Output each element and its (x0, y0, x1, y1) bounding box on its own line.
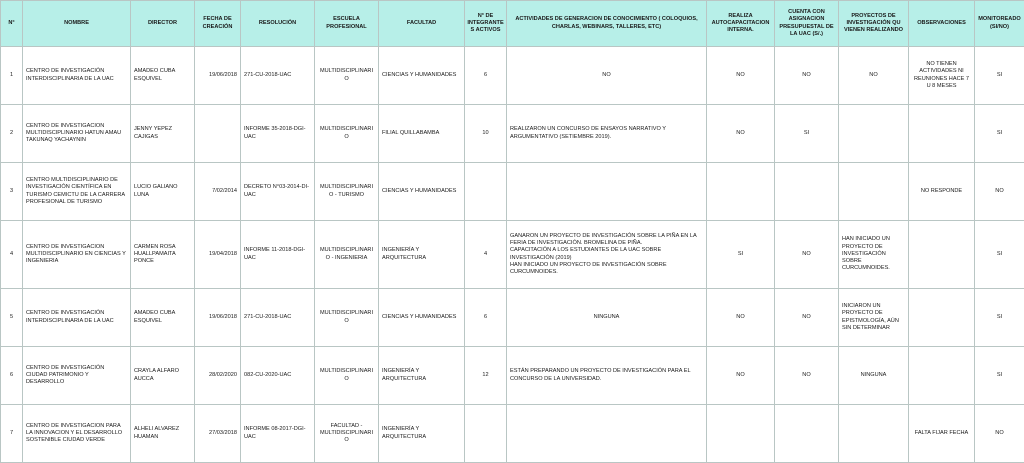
header-director: DIRECTOR (131, 1, 195, 47)
cell-n: 7 (1, 405, 23, 463)
cell-escuela: FACULTAD - MULTIDISCIPLINARIO (315, 405, 379, 463)
cell-monitoreado: NO (975, 163, 1024, 221)
cell-integrantes (465, 163, 507, 221)
cell-proyectos (839, 163, 909, 221)
cell-nombre: CENTRO DE INVESTIGACION PARA LA INNOVACION Y EL DESARROLLO SOSTENIBLE CIUDAD VERDE (23, 405, 131, 463)
cell-monitoreado: SI (975, 347, 1024, 405)
header-autocapacitacion: REALIZA AUTOCAPACITACION INTERNA. (707, 1, 775, 47)
cell-presupuesto (775, 163, 839, 221)
cell-monitoreado: NO (975, 405, 1024, 463)
header-n: N° (1, 1, 23, 47)
table-row (1, 47, 1024, 105)
cell-escuela: MULTIDISCIPLINARIO (315, 47, 379, 105)
table-row (1, 289, 1024, 347)
cell-escuela: MULTIDISCIPLINARIO (315, 347, 379, 405)
cell-escuela: MULTIDISCIPLINARIO (315, 105, 379, 163)
cell-observaciones (909, 347, 975, 405)
header-observaciones: OBSERVACIONES (909, 1, 975, 47)
cell-actividades (507, 163, 707, 221)
cell-actividades: ESTÁN PREPARANDO UN PROYECTO DE INVESTIGACIÓN PARA EL CONCURSO DE LA UNIVERSIDAD. (507, 347, 707, 405)
cell-n: 2 (1, 105, 23, 163)
cell-resolucion: DECRETO N°03-2014-DI-UAC (241, 163, 315, 221)
cell-autocapacitacion (707, 405, 775, 463)
header-resolucion: RESOLUCIÓN (241, 1, 315, 47)
cell-proyectos: NINGUNA (839, 347, 909, 405)
header-row (1, 1, 1024, 47)
cell-proyectos (839, 405, 909, 463)
cell-autocapacitacion (707, 163, 775, 221)
cell-fecha: 19/06/2018 (195, 289, 241, 347)
cell-autocapacitacion: NO (707, 289, 775, 347)
cell-fecha: 19/06/2018 (195, 47, 241, 105)
cell-proyectos: INICIARON UN PROYECTO DE EPISTMOLOGÍA, AÚN SIN DETERMINAR (839, 289, 909, 347)
cell-director: CARMEN ROSA HUALLPAMAITA PONCE (131, 221, 195, 289)
cell-observaciones (909, 105, 975, 163)
cell-proyectos: HAN INICIADO UN PROYECTO DE INVESTIGACIÓN SOBRE CURCUMNOIDES. (839, 221, 909, 289)
cell-actividades (507, 405, 707, 463)
cell-director: LUCIO GALIANO LUNA (131, 163, 195, 221)
cell-observaciones (909, 289, 975, 347)
table-row (1, 347, 1024, 405)
cell-presupuesto: NO (775, 347, 839, 405)
cell-proyectos (839, 105, 909, 163)
cell-resolucion: INFORME 08-2017-DGI-UAC (241, 405, 315, 463)
cell-observaciones: FALTA FIJAR FECHA (909, 405, 975, 463)
cell-nombre: CENTRO DE INVESTIGACION MULTIDISCIPLINARIO EN CIENCIAS Y INGENIERIA (23, 221, 131, 289)
cell-monitoreado: SI (975, 221, 1024, 289)
cell-fecha: 7/02/2014 (195, 163, 241, 221)
header-integrantes: N° DE INTEGRANTE S ACTIVOS (465, 1, 507, 47)
cell-presupuesto: NO (775, 289, 839, 347)
cell-escuela: MULTIDISCIPLINARIO (315, 289, 379, 347)
table-row (1, 163, 1024, 221)
cell-n: 4 (1, 221, 23, 289)
cell-facultad: CIENCIAS Y HUMANIDADES (379, 47, 465, 105)
cell-integrantes (465, 405, 507, 463)
cell-observaciones: NO RESPONDE (909, 163, 975, 221)
cell-fecha (195, 105, 241, 163)
cell-resolucion: 271-CU-2018-UAC (241, 289, 315, 347)
cell-autocapacitacion: NO (707, 47, 775, 105)
cell-escuela: MULTIDISCIPLINARIO - TURISMO (315, 163, 379, 221)
cell-integrantes: 6 (465, 289, 507, 347)
header-actividades: ACTIVIDADES DE GENERACION DE CONOCIMIENTO ( COLOQUIOS, CHARLAS, WEBINARS, TALLERES, ETC) (507, 1, 707, 47)
cell-presupuesto: NO (775, 47, 839, 105)
cell-integrantes: 10 (465, 105, 507, 163)
cell-n: 5 (1, 289, 23, 347)
cell-facultad: INGENIERÍA Y ARQUITECTURA (379, 221, 465, 289)
cell-monitoreado: SI (975, 47, 1024, 105)
cell-resolucion: 271-CU-2018-UAC (241, 47, 315, 105)
cell-autocapacitacion: NO (707, 105, 775, 163)
cell-monitoreado: SI (975, 289, 1024, 347)
cell-n: 1 (1, 47, 23, 105)
cell-actividades: REALIZARON UN CONCURSO DE ENSAYOS NARRATIVO Y ARGUMENTATIVO (SETIEMBRE 2019). (507, 105, 707, 163)
cell-proyectos: NO (839, 47, 909, 105)
cell-resolucion: INFORME 35-2018-DGI-UAC (241, 105, 315, 163)
cell-autocapacitacion: SI (707, 221, 775, 289)
cell-facultad: CIENCIAS Y HUMANIDADES (379, 163, 465, 221)
cell-nombre: CENTRO DE INVESTIGACIÓN INTERDISCIPLINARIA DE LA UAC (23, 47, 131, 105)
cell-n: 6 (1, 347, 23, 405)
cell-nombre: CENTRO DE INVESTIGACION MULTIDISCIPLINARIO HATUN AMAU TAKUNAQ YACHAYNIN (23, 105, 131, 163)
cell-facultad: FILIAL QUILLABAMBA (379, 105, 465, 163)
cell-monitoreado: SI (975, 105, 1024, 163)
cell-facultad: CIENCIAS Y HUMANIDADES (379, 289, 465, 347)
cell-director: AMADEO CUBA ESQUIVEL (131, 47, 195, 105)
cell-resolucion: 082-CU-2020-UAC (241, 347, 315, 405)
cell-facultad: INGENIERÍA Y ARQUITECTURA (379, 405, 465, 463)
header-presupuesto: CUENTA CON ASIGNACION PRESUPUESTAL DE LA UAC (S/.) (775, 1, 839, 47)
cell-integrantes: 12 (465, 347, 507, 405)
header-facultad: FACULTAD (379, 1, 465, 47)
cell-fecha: 19/04/2018 (195, 221, 241, 289)
header-fecha: FECHA DE CREACIÓN (195, 1, 241, 47)
table-row (1, 405, 1024, 463)
cell-nombre: CENTRO MULTIDISCIPLINARIO DE INVESTIGACIÓN CIENTÍFICA EN TURISMO CEMICTU DE LA CARRERA PROFESIONAL DE TURISMO (23, 163, 131, 221)
header-monitoreado: MONITOREADO (SI/NO) (975, 1, 1024, 47)
cell-fecha: 28/02/2020 (195, 347, 241, 405)
cell-observaciones: NO TIENEN ACTIVIDADES NI REUNIONES HACE 7 U 8 MESES (909, 47, 975, 105)
header-nombre: NOMBRE (23, 1, 131, 47)
header-escuela: ESCUELA PROFESIONAL (315, 1, 379, 47)
cell-fecha: 27/03/2018 (195, 405, 241, 463)
cell-director: AMADEO CUBA ESQUIVEL (131, 289, 195, 347)
cell-integrantes: 4 (465, 221, 507, 289)
cell-integrantes: 6 (465, 47, 507, 105)
cell-director: ALHELI ALVAREZ HUAMAN (131, 405, 195, 463)
cell-director: CRAYLA ALFARO AUCCA (131, 347, 195, 405)
cell-observaciones (909, 221, 975, 289)
cell-presupuesto: NO (775, 221, 839, 289)
cell-autocapacitacion: NO (707, 347, 775, 405)
cell-n: 3 (1, 163, 23, 221)
header-proyectos: PROYECTOS DE INVESTIGACIÓN QU VIENEN REALIZANDO (839, 1, 909, 47)
cell-nombre: CENTRO DE INVESTIGACIÓN CIUDAD PATRIMONIO Y DESARROLLO (23, 347, 131, 405)
cell-presupuesto (775, 405, 839, 463)
cell-resolucion: INFORME 11-2018-DGI-UAC (241, 221, 315, 289)
cell-director: JENNY YEPEZ CAJIGAS (131, 105, 195, 163)
cell-presupuesto: SI (775, 105, 839, 163)
table-row (1, 221, 1024, 289)
cell-actividades: NO (507, 47, 707, 105)
cell-facultad: INGENIERÍA Y ARQUITECTURA (379, 347, 465, 405)
cell-nombre: CENTRO DE INVESTIGACIÓN INTERDISCIPLINARIA DE LA UAC (23, 289, 131, 347)
cell-escuela: MULTIDISCIPLINARIO - INGENIERIA (315, 221, 379, 289)
cell-actividades: GANARON UN PROYECTO DE INVESTIGACIÓN SOBRE LA PIÑA EN LA FERIA DE INVESTIGACIÓN. BROMELINA DE PIÑA. CAPACITACIÓN A LOS ESTUDIANTES DE LA UAC SOBRE INVESTIGACIÓN (2019) HAN INICIADO UN PROYECTO DE INVESTIGACIÓN SOBRE CURCUMNOIDES. (507, 221, 707, 289)
cell-actividades: NINGUNA (507, 289, 707, 347)
table-row (1, 105, 1024, 163)
